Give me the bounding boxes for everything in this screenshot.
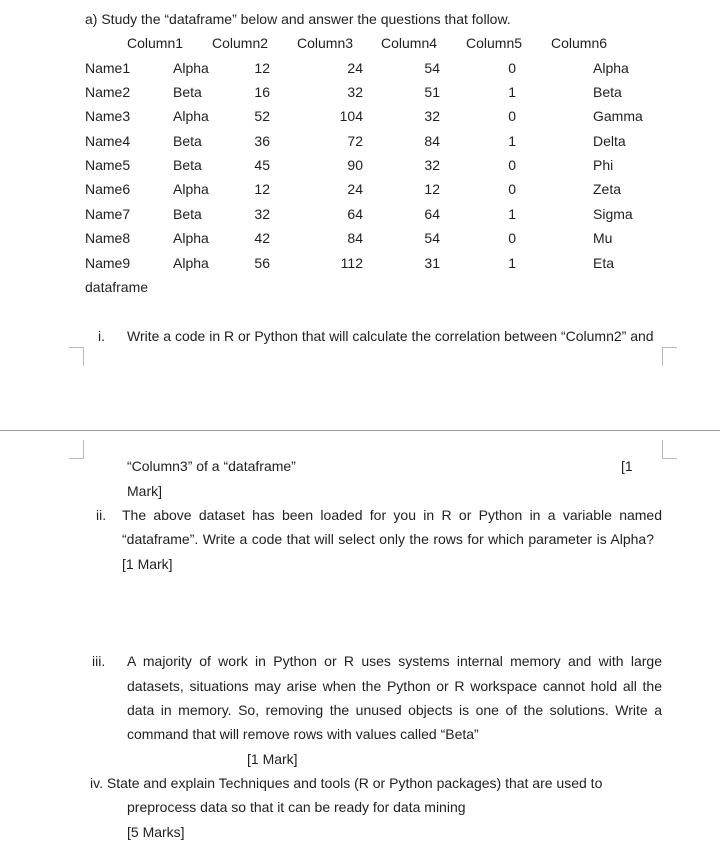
table-cell: Eta [593,255,615,271]
table-cell: Name5 [85,157,131,173]
question-ii-numeral: ii. [96,507,107,523]
question-i-mark-continued: Mark] [127,483,162,499]
table-cell: 1 [508,133,516,149]
table-cell: Beta [593,84,622,100]
table-cell: 0 [508,60,516,76]
table-cell: 0 [508,108,516,124]
table-cell: 32 [254,206,270,222]
table-cell: Beta [173,84,202,100]
table-cell: Alpha [173,255,209,271]
table-cell: Zeta [593,181,622,197]
question-iv-text-line2: preprocess data so that it can be ready for data mining [127,799,466,815]
table-cell: 52 [254,108,270,124]
table-cell: 1 [508,206,516,222]
table-cell: 0 [508,230,516,246]
table-cell: Name7 [85,206,131,222]
table-cell: Name6 [85,181,131,197]
table-cell: Beta [173,157,202,173]
question-ii-mark: [1 Mark] [122,556,173,572]
table-caption: dataframe [85,279,149,295]
table-cell: 90 [347,157,363,173]
table-cell: 64 [347,206,363,222]
table-cell: 72 [347,133,363,149]
question-heading: a) Study the “dataframe” below and answer the questions that follow. [85,11,511,27]
column-header: Column3 [297,35,354,51]
question-iii-numeral: iii. [92,653,106,669]
question-i-text-line1: Write a code in R or Python that will calculate the correlation between “Column2” and [127,328,654,344]
question-iv-text-line1: iv. State and explain Techniques and tools (R or Python packages) that are used to [90,775,603,791]
page-corner-mark [69,347,84,366]
table-cell: 16 [254,84,270,100]
table-cell: Name4 [85,133,131,149]
table-cell: 45 [254,157,270,173]
question-iii-text-line3: data in memory. So, removing the unused objects is one of the solutions. Write a [127,702,662,718]
page-corner-mark [662,347,677,366]
question-i-numeral: i. [98,328,105,344]
table-cell: 112 [340,255,363,271]
table-cell: Alpha [173,181,209,197]
table-cell: Beta [173,133,202,149]
table-cell: 32 [424,157,440,173]
table-cell: Gamma [593,108,643,124]
page-corner-mark [662,440,677,459]
table-cell: Beta [173,206,202,222]
table-cell: 54 [424,60,440,76]
table-cell: 31 [424,255,440,271]
table-cell: Alpha [593,60,629,76]
table-cell: Alpha [173,60,209,76]
table-cell: Name3 [85,108,131,124]
table-cell: 12 [254,60,270,76]
table-cell: 0 [508,181,516,197]
question-iii-text-line4: command that will remove rows with values called “Beta” [127,726,479,742]
table-cell: 56 [254,255,270,271]
table-cell: 64 [424,206,440,222]
question-i-text-line2: “Column3” of a “dataframe” [127,458,296,474]
table-cell: 24 [347,60,363,76]
page-separator [0,430,720,431]
table-cell: Sigma [593,206,633,222]
question-iii-text-line1: A majority of work in Python or R uses systems internal memory and with large [127,653,662,669]
column-header: Column6 [551,35,608,51]
table-cell: Delta [593,133,626,149]
table-cell: Mu [593,230,613,246]
table-cell: Phi [593,157,614,173]
table-cell: 12 [254,181,270,197]
page-corner-mark [69,440,84,459]
table-cell: 0 [508,157,516,173]
table-cell: 42 [254,230,270,246]
table-cell: Name8 [85,230,131,246]
table-cell: Name9 [85,255,131,271]
table-cell: 12 [424,181,440,197]
table-cell: 36 [254,133,270,149]
table-cell: 84 [347,230,363,246]
table-cell: 24 [347,181,363,197]
column-header: Column5 [466,35,523,51]
table-cell: Alpha [173,108,209,124]
table-cell: 104 [339,108,363,124]
table-cell: 84 [424,133,440,149]
question-ii-text-line2: “dataframe”. Write a code that will select only the rows for which parameter is Alpha? [122,531,654,547]
question-ii-text-line1: The above dataset has been loaded for you in R or Python in a variable named [122,507,662,523]
table-cell: 54 [424,230,440,246]
table-cell: 51 [424,84,440,100]
question-iii-mark: [1 Mark] [247,751,298,767]
column-header: Column1 [127,35,184,51]
table-cell: 32 [424,108,440,124]
table-cell: 1 [508,84,516,100]
table-cell: 1 [508,255,516,271]
table-cell: Alpha [173,230,209,246]
table-cell: 32 [347,84,363,100]
table-cell: Name2 [85,84,131,100]
question-iii-text-line2: datasets, situations may arise when the Python or R workspace cannot hold all the [127,678,662,694]
column-header: Column2 [212,35,269,51]
table-cell: Name1 [85,60,131,76]
column-header: Column4 [381,35,438,51]
question-i-mark: [1 [621,458,633,474]
question-iv-mark: [5 Marks] [127,824,185,840]
